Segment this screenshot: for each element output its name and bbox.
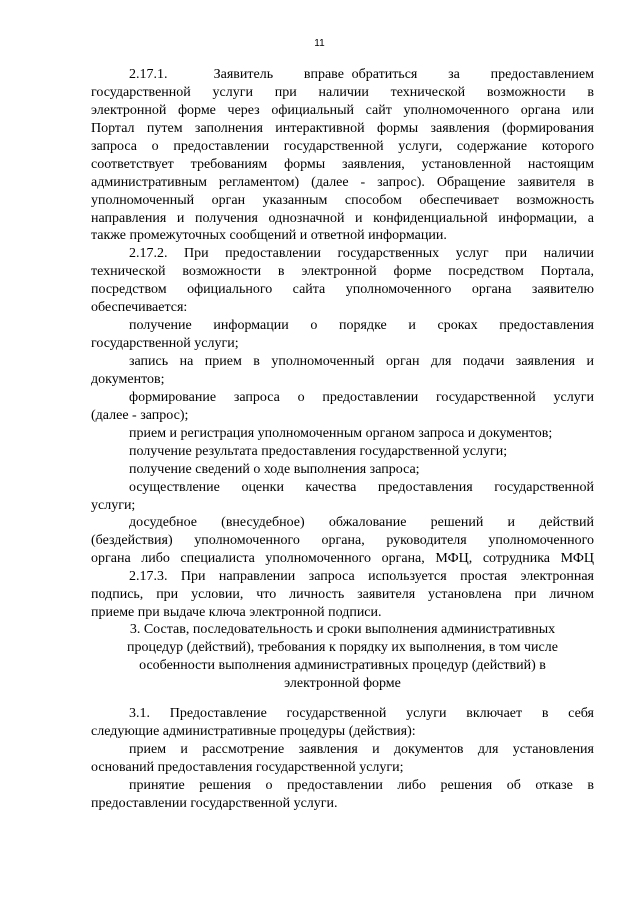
body-text-line: 2.17.2. При предоставлении государственных услуг при наличии (129, 246, 594, 262)
body-text-line: 3.1. Предоставление государственной услуги включает в себя (129, 706, 594, 721)
heading-line: процедур (действий), требования к порядку их выполнения, в том числе (127, 639, 558, 655)
body-text-line: приеме при выдаче ключа электронной подписи. (91, 605, 382, 621)
body-text-line: получение информации о порядке и сроках предоставления (129, 318, 594, 334)
body-text-line: принятие решения о предоставлении либо решения об отказе в (129, 777, 594, 793)
body-text-line: прием и регистрация уполномоченным органом запроса и документов; (129, 425, 553, 441)
body-text-line: 2.17.1. Заявитель вправе обратиться за предоставлением (129, 67, 594, 82)
body-text-line: формирование запроса о предоставлении государственной услуги (129, 389, 594, 405)
body-text-line: получение результата предоставления государственной услуги; (129, 443, 508, 459)
body-text-line: технической возможности в электронной форме посредством Портала, (91, 264, 594, 280)
body-text-line: 2.17.3. При направлении запроса используется простая электронная (129, 569, 594, 585)
body-text-line: органа либо специалиста уполномоченного органа, МФЦ, сотрудника МФЦ (91, 551, 594, 567)
heading-line: 3. Состав, последовательность и сроки выполнения административных (129, 622, 556, 637)
page-number: 11 (314, 38, 325, 49)
body-text-line: досудебное (внесудебное) обжалование решений и действий (129, 515, 594, 531)
body-text-line: прием и рассмотрение заявления и документов для установления (129, 741, 594, 757)
heading-line: электронной форме (284, 675, 401, 691)
body-text-line: (далее - запрос); (91, 407, 189, 423)
body-text-line: услуги; (91, 497, 136, 513)
body-text-line: оснований предоставления государственной услуги; (91, 759, 404, 775)
body-text-line: Портал путем заполнения интерактивной формы заявления (формирования (91, 120, 594, 136)
body-text-line: государственной услуги; (91, 336, 239, 352)
body-text-line: запись на прием в уполномоченный орган для подачи заявления и (129, 354, 594, 369)
body-text-line: запроса о предоставлении государственной услуги, содержание которого (91, 138, 594, 154)
body-text-line: следующие административные процедуры (действия): (91, 723, 416, 739)
body-text-line: также промежуточных сообщений и ответной информации. (91, 228, 447, 244)
section-3-1-text (91, 705, 594, 813)
section-3-heading (91, 621, 594, 693)
body-text-line: государственной услуги при наличии технической возможности в (91, 84, 594, 100)
body-text-line: документов; (91, 371, 165, 387)
body-text-line: административным регламентом) (далее - запрос). Обращение заявителя в (91, 174, 594, 190)
body-text-line: (бездействия) уполномоченного органа, руководителя уполномоченного (91, 533, 594, 549)
heading-line: особенности выполнения административных процедур (действий) в (139, 657, 546, 673)
body-text-line: соответствует требованиям формы заявления, установленной настоящим (91, 156, 594, 172)
body-text-line: осуществление оценки качества предоставления государственной (129, 479, 594, 495)
body-text-line: посредством официального сайта уполномоченного органа заявителю (91, 282, 594, 298)
body-text-line: подпись, при условии, что личность заявителя установлена при личном (91, 587, 594, 603)
body-text-line: обеспечивается: (91, 300, 188, 316)
body-text-line: электронной форме через официальный сайт уполномоченного органа или (91, 102, 594, 118)
body-text-line: предоставлении государственной услуги. (91, 795, 338, 811)
body-text-line: направления и получения однозначной и конфиденциальной информации, а (91, 210, 594, 226)
body-text-line: уполномоченный орган указанным способом обеспечивает возможность (91, 192, 594, 208)
section-2-17-text (91, 66, 594, 622)
body-text-line: получение сведений о ходе выполнения запроса; (129, 461, 420, 477)
